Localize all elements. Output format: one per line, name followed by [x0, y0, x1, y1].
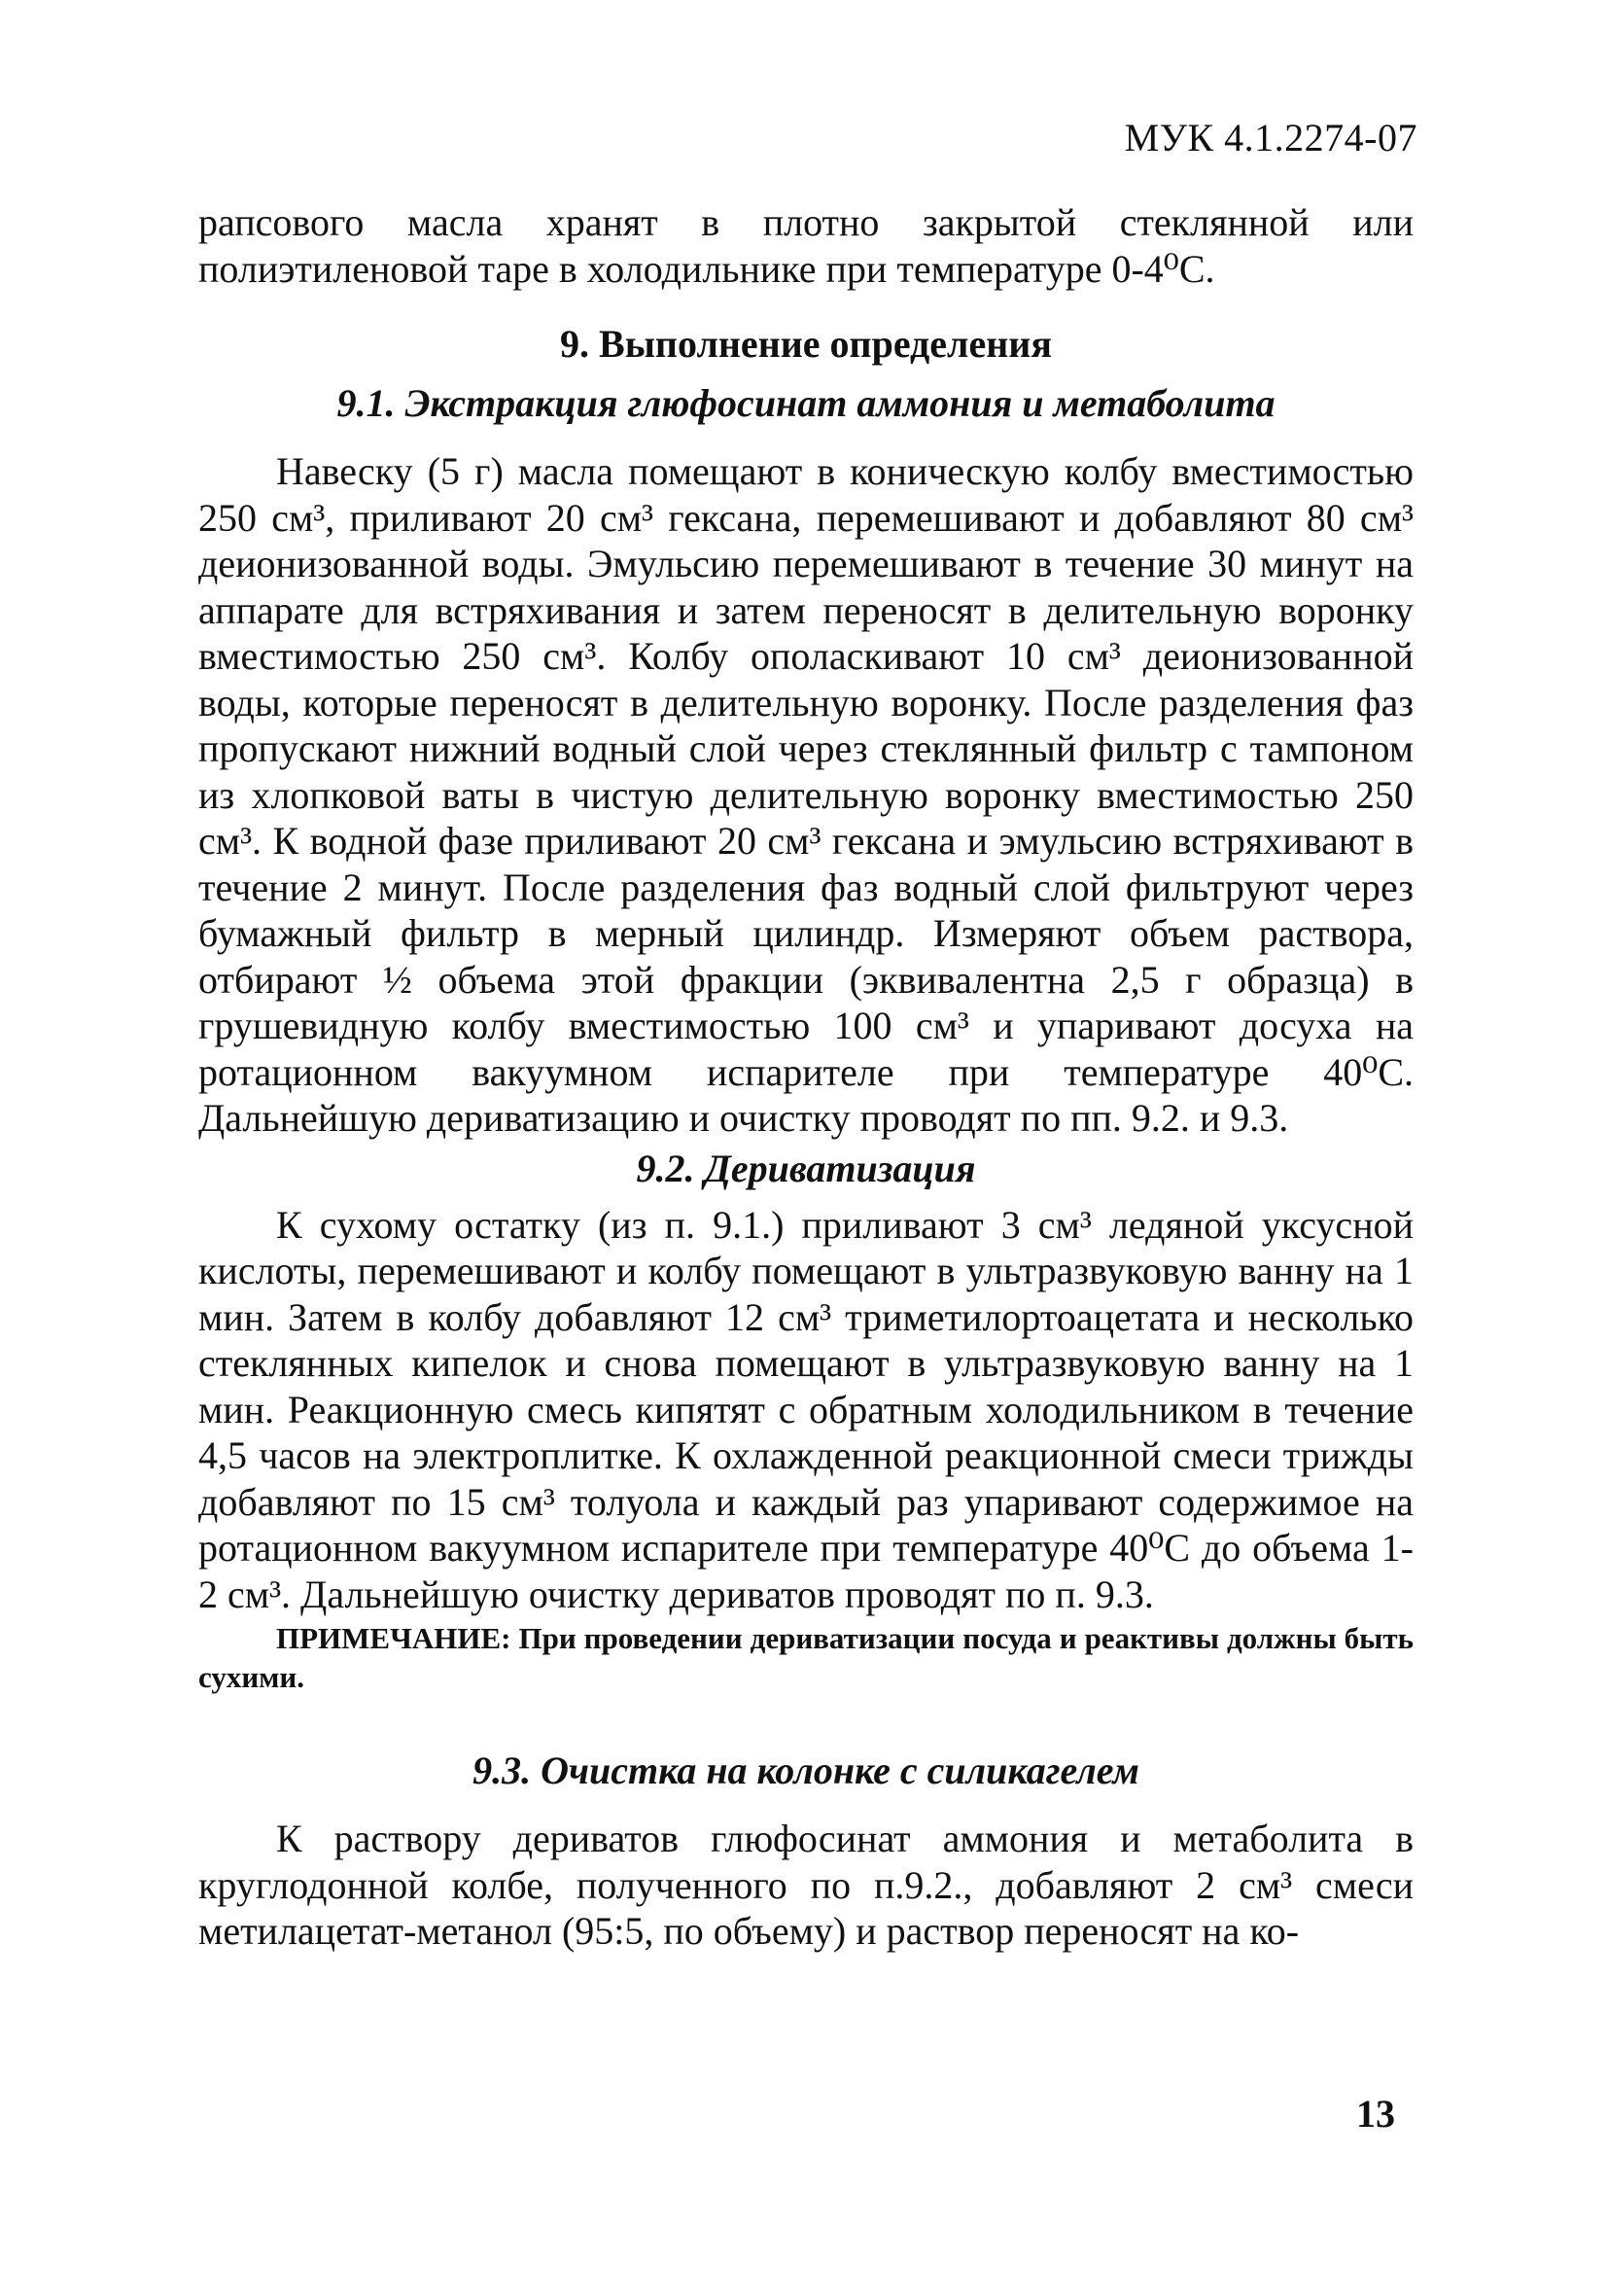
paragraph-continuation: рапсового масла хранят в плотно закрытой стеклянной или полиэтиленовой таре в холодильнике при температуре 0-4⁰C.	[198, 200, 1414, 291]
subsection-heading-9-3: 9.3. Очистка на колонке с силикагелем	[472, 1748, 1139, 1792]
subsection-heading-9-1: 9.1. Экстракция глюфосинат аммония и метаболита	[336, 381, 1276, 425]
paragraph-extraction: Навеску (5 г) масла помещают в коническую колбу вместимостью 250 см³, приливают 20 см³ гексана, перемешивают и добавляют 80 см³ деионизованной воды. Эмульсию перемешивают в течение 30 минут на аппарате для встряхивания и затем переносят в делительную воронку вместимостью 250 см³. Колбу ополаскивают 10 см³ деионизованной воды, которые переносят в делительную воронку. После разделения фаз пропускают нижний водный слой через стеклянный фильтр с тампоном из хлопковой ваты в чистую делительную воронку вместимостью 250 см³. К водной фазе приливают 20 см³ гексана и эмульсию встряхивают в течение 2 минут. После разделения фаз водный слой фильтруют через бумажный фильтр в мерный цилиндр. Измеряют объем раствора, отбирают ½ объема этой фракции (эквивалентна 2,5 г образца) в грушевидную колбу вместимостью 100 см³ и упаривают досуха на ротационном вакуумном испарителе при температуре 40⁰C. Дальнейшую дериватизацию и очистку проводят по пп. 9.2. и 9.3.	[198, 449, 1414, 1140]
paragraph-cleanup: К раствору дериватов глюфосинат аммония и метаболита в круглодонной колбе, полученного по п.9.2., добавляют 2 см³ смеси метилацетат-метанол (95:5, по объему) и раствор переносят на ко-	[198, 1817, 1414, 1953]
page-number: 13	[1356, 2092, 1395, 2136]
subsection-heading-9-2: 9.2. Дериватизация	[636, 1146, 976, 1190]
note	[198, 1619, 1414, 1697]
paragraph-derivatization: К сухому остатку (из п. 9.1.) приливают 3 см³ ледяной уксусной кислоты, перемешивают и колбу помещают в ультразвуковую ванну на 1 мин. Затем в колбу добавляют 12 см³ триметилортоацетата и несколько стеклянных кипелок и снова помещают в ультразвуковую ванну на 1 мин. Реакционную смесь кипятят с обратным холодильником в течение 4,5 часов на электроплитке. К охлажденной реакционной смеси трижды добавляют по 15 см³ толуола и каждый раз упаривают содержимое на ротационном вакуумном испарителе при температуре 40⁰C до объема 1-2 см³. Дальнейшую очистку дериватов проводят по п. 9.3.	[198, 1202, 1414, 1616]
document-code: МУК 4.1.2274-07	[1124, 116, 1417, 159]
section-heading-9: 9. Выполнение определения	[560, 322, 1052, 366]
page-content	[198, 199, 1414, 1955]
note-label: ПРИМЕЧАНИЕ	[276, 1621, 502, 1655]
note-text: : При проведении дериватизации посуда и реактивы должны быть сухими.	[198, 1621, 1414, 1694]
